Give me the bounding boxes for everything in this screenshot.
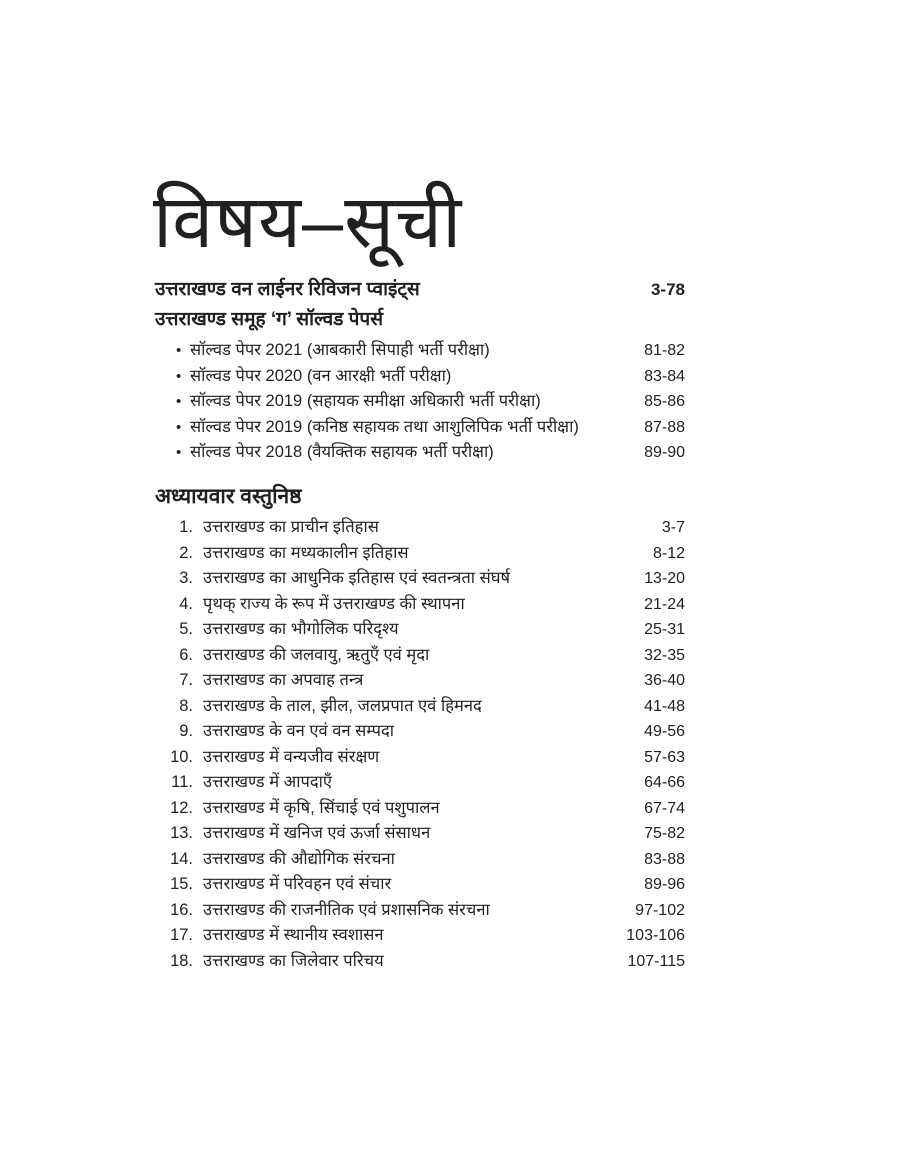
chapter-number: 14.	[170, 849, 193, 868]
solved-paper-item	[155, 389, 685, 415]
chapter-pages: 41-48	[644, 697, 685, 715]
chapter-number: 15.	[170, 875, 193, 893]
chapter-pages: 3-7	[661, 519, 685, 536]
chapter-label: उत्तराखण्ड का अपवाह तन्त्र	[203, 671, 364, 689]
bullet-icon: •	[176, 418, 182, 436]
chapter-pages: 49-56	[644, 723, 685, 740]
chapter-label: उत्तराखण्ड का मध्यकालीन इतिहास	[203, 543, 409, 562]
solved-paper-pages: 85-86	[644, 393, 685, 410]
chapter-item	[155, 643, 685, 669]
toc-entry-label: उत्तराखण्ड समूह ‘ग’ सॉल्वड पेपर्स	[155, 309, 384, 330]
chapter-pages: 89-96	[644, 876, 685, 893]
chapter-item	[155, 872, 685, 898]
chapter-item	[155, 745, 685, 771]
chapter-pages: 64-66	[644, 774, 685, 791]
chapter-item	[155, 949, 685, 975]
solved-paper-pages: 87-88	[644, 418, 685, 436]
chapter-number: 18.	[170, 951, 193, 970]
solved-paper-label: सॉल्वड पेपर 2018 (वैयक्तिक सहायक भर्ती परीक्षा)	[190, 443, 494, 461]
chapter-pages: 21-24	[644, 595, 685, 613]
chapter-label: उत्तराखण्ड में परिवहन एवं संचार	[203, 875, 392, 893]
chapter-pages: 25-31	[644, 621, 685, 638]
solved-paper-item	[155, 415, 685, 441]
bullet-icon: •	[176, 444, 182, 461]
chapter-number: 2.	[179, 543, 193, 562]
bullet-icon: •	[176, 342, 182, 359]
chapter-section-heading: अध्यायवार वस्तुनिष्ठ	[155, 485, 302, 508]
chapter-label: उत्तराखण्ड की जलवायु, ऋतुएँ एवं मृदा	[203, 645, 430, 664]
solved-paper-pages: 83-84	[644, 367, 685, 385]
solved-paper-item	[155, 338, 685, 364]
chapter-item	[155, 566, 685, 592]
bullet-icon: •	[176, 367, 182, 385]
chapter-item	[155, 719, 685, 745]
chapter-pages: 107-115	[627, 952, 685, 970]
chapter-label: उत्तराखण्ड के ताल, झील, जलप्रपात एवं हिमनद	[203, 696, 482, 715]
chapter-number: 13.	[170, 824, 193, 842]
chapter-number: 8.	[179, 696, 193, 715]
chapter-label: उत्तराखण्ड में कृषि, सिंचाई एवं पशुपालन	[203, 798, 440, 817]
solved-paper-pages: 89-90	[644, 444, 685, 461]
chapter-item	[155, 541, 685, 567]
chapter-label: उत्तराखण्ड में स्थानीय स्वशासन	[203, 926, 384, 944]
chapter-item	[155, 592, 685, 618]
chapter-label: उत्तराखण्ड का आधुनिक इतिहास एवं स्वतन्त्रता संघर्ष	[203, 569, 511, 587]
solved-paper-label: सॉल्वड पेपर 2021 (आबकारी सिपाही भर्ती परीक्षा)	[190, 341, 490, 359]
chapter-pages: 97-102	[635, 901, 685, 919]
chapter-pages: 32-35	[644, 646, 685, 664]
chapter-number: 6.	[179, 645, 193, 664]
chapter-pages: 83-88	[644, 850, 685, 868]
chapter-number: 12.	[170, 798, 193, 817]
chapter-label: पृथक् राज्य के रूप में उत्तराखण्ड की स्थापना	[203, 594, 465, 613]
chapter-number: 4.	[179, 594, 193, 613]
chapter-number: 11.	[171, 773, 193, 791]
chapter-number: 9.	[179, 722, 193, 740]
chapter-label: उत्तराखण्ड में खनिज एवं ऊर्जा संसाधन	[203, 824, 431, 842]
chapter-item	[155, 847, 685, 873]
chapter-label: उत्तराखण्ड की औद्योगिक संरचना	[203, 849, 395, 868]
chapter-pages: 8-12	[652, 544, 685, 562]
chapter-number: 5.	[179, 620, 193, 638]
chapter-label: उत्तराखण्ड की राजनीतिक एवं प्रशासनिक संरचना	[203, 900, 490, 919]
chapter-pages: 67-74	[644, 799, 685, 817]
chapter-pages: 13-20	[644, 570, 685, 587]
chapter-item	[155, 515, 685, 541]
chapter-label: उत्तराखण्ड में वन्यजीव संरक्षण	[203, 747, 380, 766]
chapter-item	[155, 617, 685, 643]
chapter-pages: 57-63	[644, 748, 685, 766]
chapter-item	[155, 898, 685, 924]
toc-entry-pages: 3-78	[650, 280, 685, 299]
chapter-pages: 36-40	[644, 672, 685, 689]
chapter-number: 7.	[179, 671, 193, 689]
top-entries-section	[155, 275, 685, 335]
chapter-number: 1.	[179, 518, 193, 536]
chapter-number: 10.	[170, 747, 193, 766]
chapter-label: उत्तराखण्ड का भौगोलिक परिदृश्य	[203, 620, 399, 638]
chapter-item	[155, 770, 685, 796]
solved-paper-label: सॉल्वड पेपर 2019 (कनिष्ठ सहायक तथा आशुलिपिक भर्ती परीक्षा)	[190, 417, 579, 436]
solved-paper-item	[155, 364, 685, 390]
solved-paper-label: सॉल्वड पेपर 2020 (वन आरक्षी भर्ती परीक्षा)	[190, 366, 452, 385]
chapter-number: 17.	[170, 926, 193, 944]
toc-entry-label: उत्तराखण्ड वन लाईनर रिविजन प्वाइंट्स	[155, 279, 420, 300]
chapter-label: उत्तराखण्ड का प्राचीन इतिहास	[203, 518, 379, 536]
chapter-pages: 103-106	[626, 927, 685, 944]
chapter-item	[155, 821, 685, 847]
chapter-number: 3.	[179, 569, 193, 587]
chapter-label: उत्तराखण्ड में आपदाएँ	[203, 773, 333, 791]
solved-paper-label: सॉल्वड पेपर 2019 (सहायक समीक्षा अधिकारी भर्ती परीक्षा)	[190, 392, 541, 410]
chapters-section	[155, 515, 685, 974]
solved-papers-section	[155, 338, 685, 466]
solved-paper-item	[155, 440, 685, 466]
toc-entry	[155, 275, 685, 305]
chapter-label: उत्तराखण्ड का जिलेवार परिचय	[203, 951, 384, 970]
chapter-item	[155, 796, 685, 822]
page-title: विषय–सूची	[153, 179, 463, 263]
toc-entry	[155, 305, 685, 335]
chapter-label: उत्तराखण्ड के वन एवं वन सम्पदा	[203, 722, 395, 740]
chapter-pages: 75-82	[644, 825, 685, 842]
bullet-icon: •	[176, 393, 182, 410]
solved-paper-pages: 81-82	[644, 342, 685, 359]
chapter-number: 16.	[170, 900, 193, 919]
chapter-item	[155, 668, 685, 694]
chapter-item	[155, 694, 685, 720]
chapter-item	[155, 923, 685, 949]
